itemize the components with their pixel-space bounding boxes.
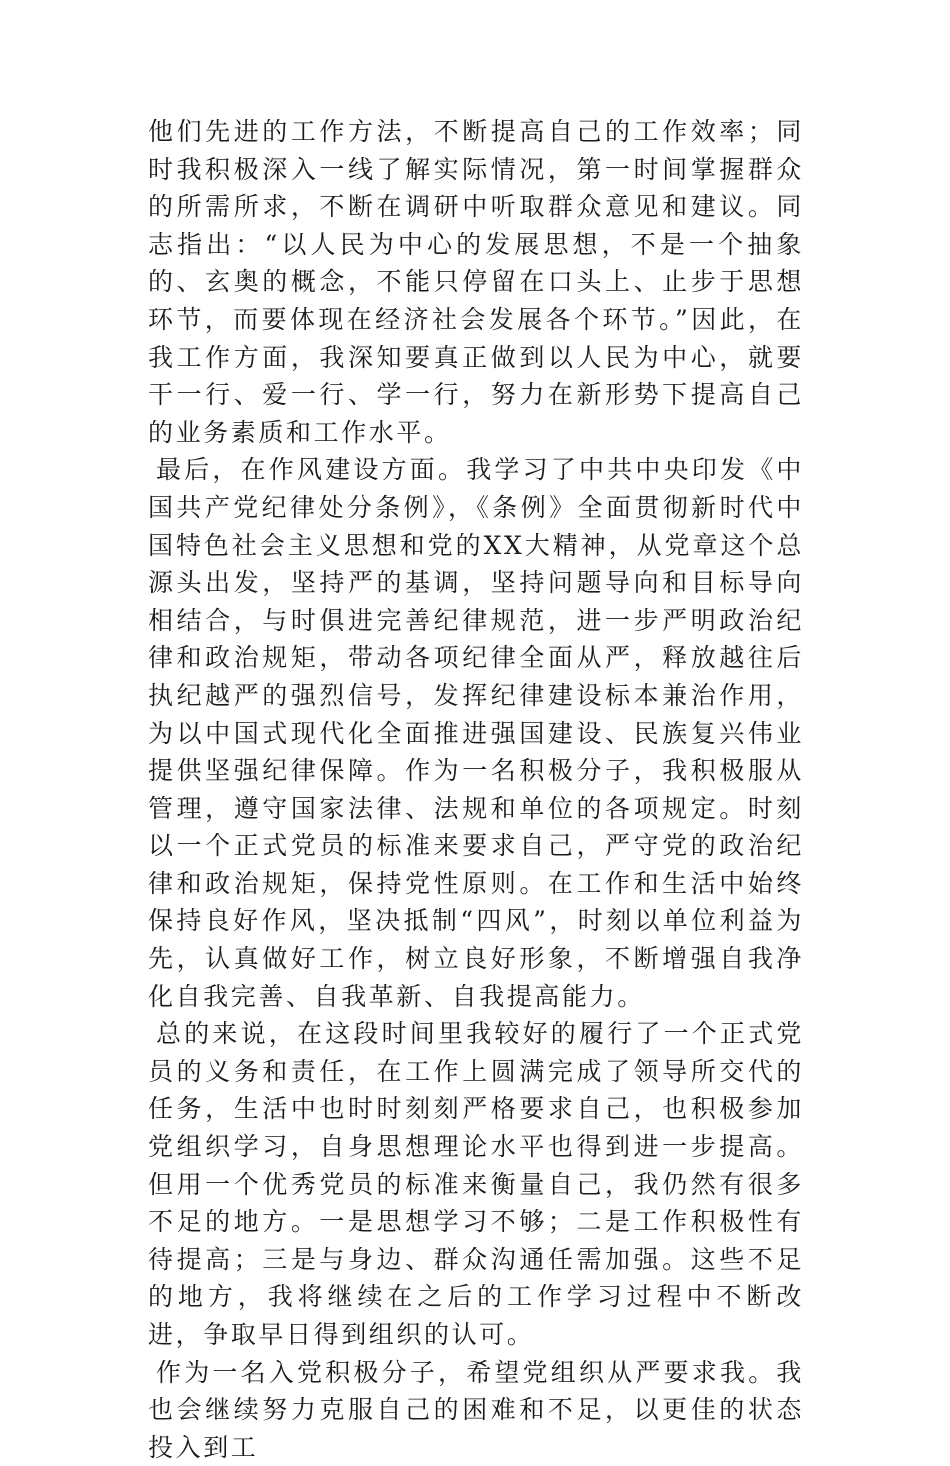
- paragraph-work-method: 他们先进的工作方法，不断提高自己的工作效率；同时我积极深入一线了解实际情况，第一时间掌握群众的所需所求，不断在调研中听取群众意见和建议。同志指出：“以人民为中心的发展思想，不是一个抽象的、玄奥的概念，不能只停留在口头上、止步于思想环节，而要体现在经济社会发展各个环节。”因此，在我工作方面，我深知要真正做到以人民为中心，就要干一行、爱一行、学一行，努力在新形势下提高自己的业务素质和工作水平。: [148, 117, 804, 447]
- paragraph-summary: 总的来说，在这段时间里我较好的履行了一个正式党员的义务和责任，在工作上圆满完成了领导所交代的任务，生活中也时时刻刻严格要求自己，也积极参加党组织学习，自身思想理论水平也得到进一步提高。但用一个优秀党员的标准来衡量自己，我仍然有很多不足的地方。一是思想学习不够；二是工作积极性有待提高；三是与身边、群众沟通任需加强。这些不足的地方，我将继续在之后的工作学习过程中不断改进，争取早日得到组织的认可。: [148, 1019, 804, 1349]
- document-body: [148, 113, 804, 1466]
- paragraph-work-style: 最后，在作风建设方面。我学习了中共中央印发《中国共产党纪律处分条例》，《条例》全面贯彻新时代中国特色社会主义思想和党的XX大精神，从党章这个总源头出发，坚持严的基调，坚持问题导向和目标导向相结合，与时俱进完善纪律规范，进一步严明政治纪律和政治规矩，带动各项纪律全面从严，释放越往后执纪越严的强烈信号，发挥纪律建设标本兼治作用，为以中国式现代化全面推进强国建设、民族复兴伟业提供坚强纪律保障。作为一名积极分子，我积极服从管理，遵守国家法律、法规和单位的各项规定。时刻以一个正式党员的标准来要求自己，严守党的政治纪律和政治规矩，保持党性原则。在工作和生活中始终保持良好作风，坚决抵制“四风”，时刻以单位利益为先，认真做好工作，树立良好形象，不断增强自我净化自我完善、自我革新、自我提高能力。: [148, 455, 804, 1011]
- paragraph-closing: 作为一名入党积极分子，希望党组织从严要求我。我也会继续努力克服自己的困难和不足，以更佳的状态投入到工: [148, 1357, 804, 1462]
